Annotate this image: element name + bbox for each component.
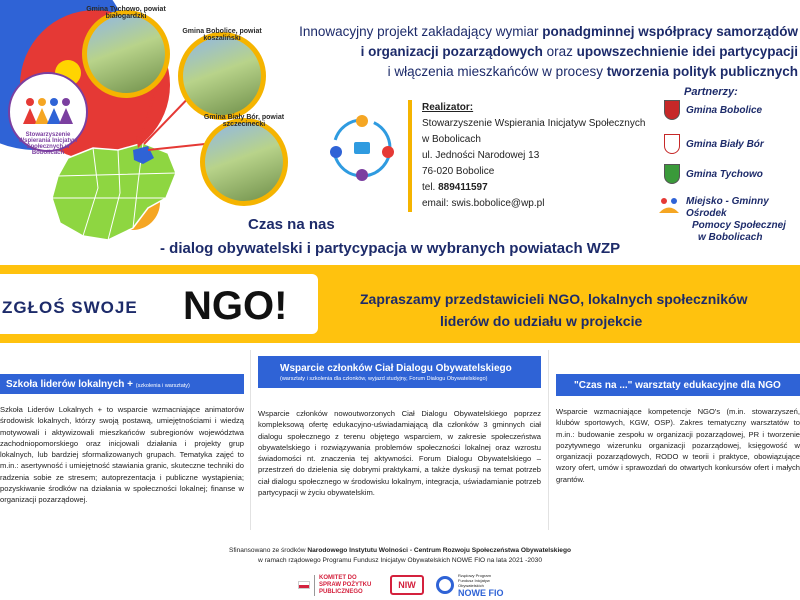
partners-title: Partnerzy: [684,86,738,98]
column-text-dialog: Wsparcie członków nowoutworzonych Ciał Dialogu Obywatelskiego poprzez kompleksową ofertę edukacyjno-uświadamiającą dla członków 3 gminnych ciał dialogu społecznego z terenu objętego wsparciem, w zakresie społeczeństwa obywatelskiego i rozwiązywania problemów społeczności lokalnej oraz wzrostu świadomości nt. znaczenia tej aktywności. Forum Dialogu Obywatelskiego – przestrzeń do dzielenia się dobrymi praktykami, a także dyskusji na temat potrzeb ciał dialogu społecznego w środowisku lokalnym, integracja, uświadamianie potrzeb partycypacji w życiu obywatelskim. [258,409,541,498]
logo-ring-text: Stowarzyszenie Wspierania Inicjatyw Społecznych w Bobolicach [18,132,78,156]
realizator-block [408,100,645,212]
funding-statement: Sfinansowano ze środków Narodowego Instytutu Wolności - Centrum Rozwoju Społeczeństwa Obywatelskiego w ramach rządowego Programu Fundusz Inicjatyw Obywatelskich NOWE FIO na lata 2021 -2030 [228,547,572,564]
ngo-call-text: ZGŁOŚ SWOJE [2,298,138,317]
photo-bobolice [178,32,266,120]
fio-logo-icon [436,576,454,594]
photo-tychowo [82,10,170,98]
logo-komitet: KOMITET DO SPRAW POŻYTKU PUBLICZNEGO [298,573,374,597]
realizator-email: email: swis.bobolice@wp.pl [422,198,545,209]
column-text-warsztaty: Wsparcie wzmacniające kompetencje NGO's (m.in. stowarzyszeń, klubów sportowych, KGW, OSP). Zakres tematyczny warsztatów to m.in.: budowanie zespołu w organizacji pozarządowej, PR i tworzenie pozytywnego wizerunku organizacji pozarządowej, księgowość w organizacji pozarządowych, RODO w teorii i praktyce, obowiązujące wzory ofert, umów i sprawozdań do otwartych konkursów ofert i małych grantów. [556,407,800,484]
tagline-subtitle: - dialog obywatelski i partycypacja w wybranych powiatach WZP [160,240,621,257]
realizator-label: Realizator: [422,102,474,113]
partner-tychowo: Gmina Tychowo [664,164,763,184]
ngo-headline: NGO! [183,284,288,328]
partner-bialy-bor: Gmina Biały Bór [664,134,764,154]
column-divider [250,350,251,530]
email-link[interactable]: swis.bobolice@wp.pl [451,198,545,209]
people-logo-icon [20,96,76,132]
realizator-address1: ul. Jedności Narodowej 13 [422,150,540,161]
photo-label-bialy-bor: Gmina Biały Bór, powiat szczecinecki [203,114,285,128]
tagline-title: Czas na nas [248,216,335,233]
partner-bobolice: Gmina Bobolice [664,100,762,120]
polish-flag-icon [298,581,310,589]
coat-of-arms-icon [664,134,680,154]
photo-label-tychowo: Gmina Tychowo, powiat białogardzki [86,6,166,20]
coat-of-arms-icon [664,164,680,184]
realizator-org-line1: Stowarzyszenie Wspierania Inicjatyw Społecznych [422,118,646,129]
realizator-address2: 76-020 Bobolice [422,166,495,177]
realizator-org-line2: w Bobolicach [422,134,481,145]
logo-nowe-fio: Rządowy Program Fundusz Inicjatyw Obywatelskich NOWE FIO [436,573,504,597]
partner-mgops: Miejsko - Gminny Ośrodek Pomocy Społecznej w Bobolicach [658,196,800,244]
photo-bialy-bor [200,118,288,206]
photo-label-bobolice: Gmina Bobolice, powiat koszaliński [182,28,262,42]
realizator-phone: tel. 889411597 [422,182,488,193]
column-text-liderzy: Szkoła Liderów Lokalnych + to wsparcie wzmacniające animatorów środowisk lokalnych, którzy swoją postawą, umiejętnościami i wiedzą motywowali i aktywizowali mieszkańców subregionów województwa zachodniopomorskiego oraz inicjowali działania i projekty grup lokalnych, lub bardziej sformalizowanych grupach. Tematyka zajęć to m.in.: asertywność i umiejętność stawiania granic, skuteczne techniki do radzenia sobie ze stresem; autoprezentacja i publiczne wystąpienia; pozyskiwanie środków na działania w społeczności lokalnej; finanse w organizacji pozarządowej. [0,405,244,505]
mgops-logo-icon [658,196,680,214]
project-headline: Innowacyjny projekt zakładający wymiar ponadgminnej współpracy samorządów i organizacji pozarządowych oraz upowszechnienie idei partycypacji i włączenia mieszkańców w procesy tworzenia polityk publicznych [299,24,798,79]
ngo-invitation: Zapraszamy przedstawicieli NGO, lokalnych społeczników liderów do udziału w projekcie [360,291,748,329]
column-title-dialog: Wsparcie członków Ciał Dialogu Obywatelskiego (warsztaty i szkolenia dla członków, wyjazd studyjny, Forum Dialogu Obywatelskiego) [258,356,541,388]
participation-cycle-icon [326,112,398,184]
niw-logo-icon: NIW [390,575,424,595]
coat-of-arms-icon [664,100,680,120]
logo-niw [390,573,424,597]
column-title-liderzy: Szkoła liderów lokalnych + (szkolenia i warsztaty) [0,374,244,394]
column-divider [548,350,549,530]
column-title-warsztaty: "Czas na ..." warsztaty edukacyjne dla NGO [556,374,800,396]
